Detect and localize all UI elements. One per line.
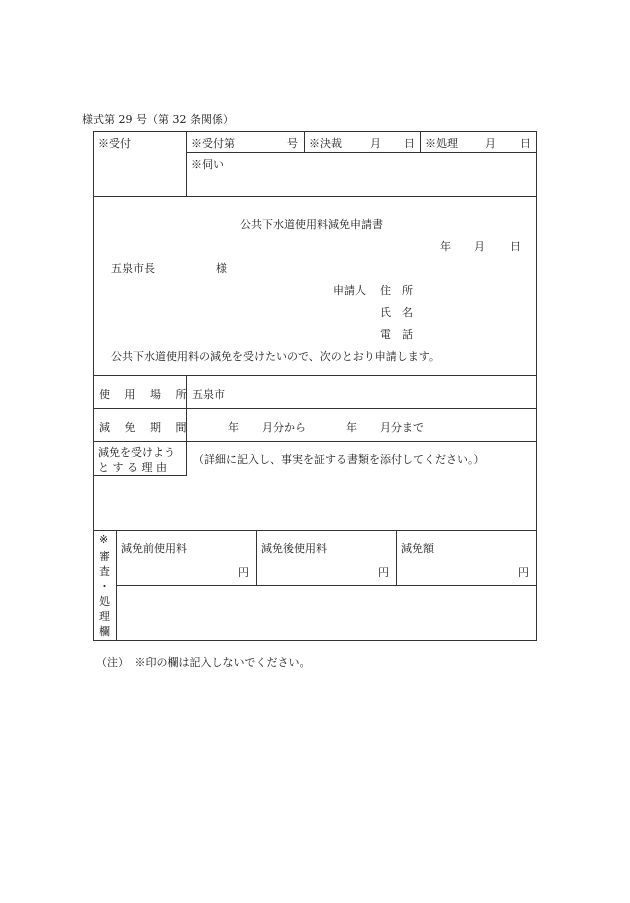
honorific: 様	[216, 262, 227, 275]
phone-label: 電 話	[380, 328, 413, 341]
addressee: 五泉市長	[111, 262, 155, 275]
period-to: 月分まで	[380, 421, 424, 434]
name-label: 氏 名	[380, 306, 413, 319]
reason-note: （詳細に記入し、事実を証する書類を添付してください。）	[193, 453, 485, 466]
receipt-label: ※受付	[98, 137, 131, 150]
period-from: 月分から	[262, 421, 306, 434]
date-year: 年	[440, 240, 451, 253]
fee-after-label: 減免後使用料	[261, 542, 327, 555]
date-day: 日	[510, 240, 521, 253]
period-label: 減 免 期 間	[99, 421, 192, 434]
reduction-amount-label: 減免額	[401, 542, 434, 555]
location-value: 五泉市	[192, 388, 225, 401]
reduction-amount-yen: 円	[518, 566, 529, 579]
receipt-number-unit: 号	[287, 137, 298, 150]
decision-label: ※決裁	[309, 137, 342, 150]
address-label: 住 所	[380, 284, 413, 297]
fee-before-yen: 円	[238, 566, 249, 579]
form-number: 様式第 29 号（第 32 条関係）	[82, 113, 234, 126]
application-statement: 公共下水道使用料の減免を受けたいので、次のとおり申請します。	[111, 350, 440, 363]
document-title: 公共下水道使用料減免申請書	[240, 218, 383, 231]
inquiry-label: ※伺い	[191, 158, 224, 171]
applicant-label: 申請人	[333, 284, 366, 297]
period-year-from: 年	[228, 421, 239, 434]
location-label: 使 用 場 所	[99, 388, 192, 401]
period-year-to: 年	[346, 421, 357, 434]
reason-label-line1: 減免を受けよう	[98, 446, 175, 459]
processing-day: 日	[520, 137, 531, 150]
receipt-number-label: ※受付第	[191, 137, 235, 150]
date-month: 月	[474, 240, 485, 253]
processing-label: ※処理	[425, 137, 458, 150]
decision-month: 月	[370, 137, 381, 150]
processing-month: 月	[485, 137, 496, 150]
fee-before-label: 減免前使用料	[121, 542, 187, 555]
footnote: （注） ※印の欄は記入しないでください。	[96, 656, 311, 669]
decision-day: 日	[404, 137, 415, 150]
reason-label-line2: と す る 理 由	[98, 461, 167, 474]
fee-after-yen: 円	[378, 566, 389, 579]
